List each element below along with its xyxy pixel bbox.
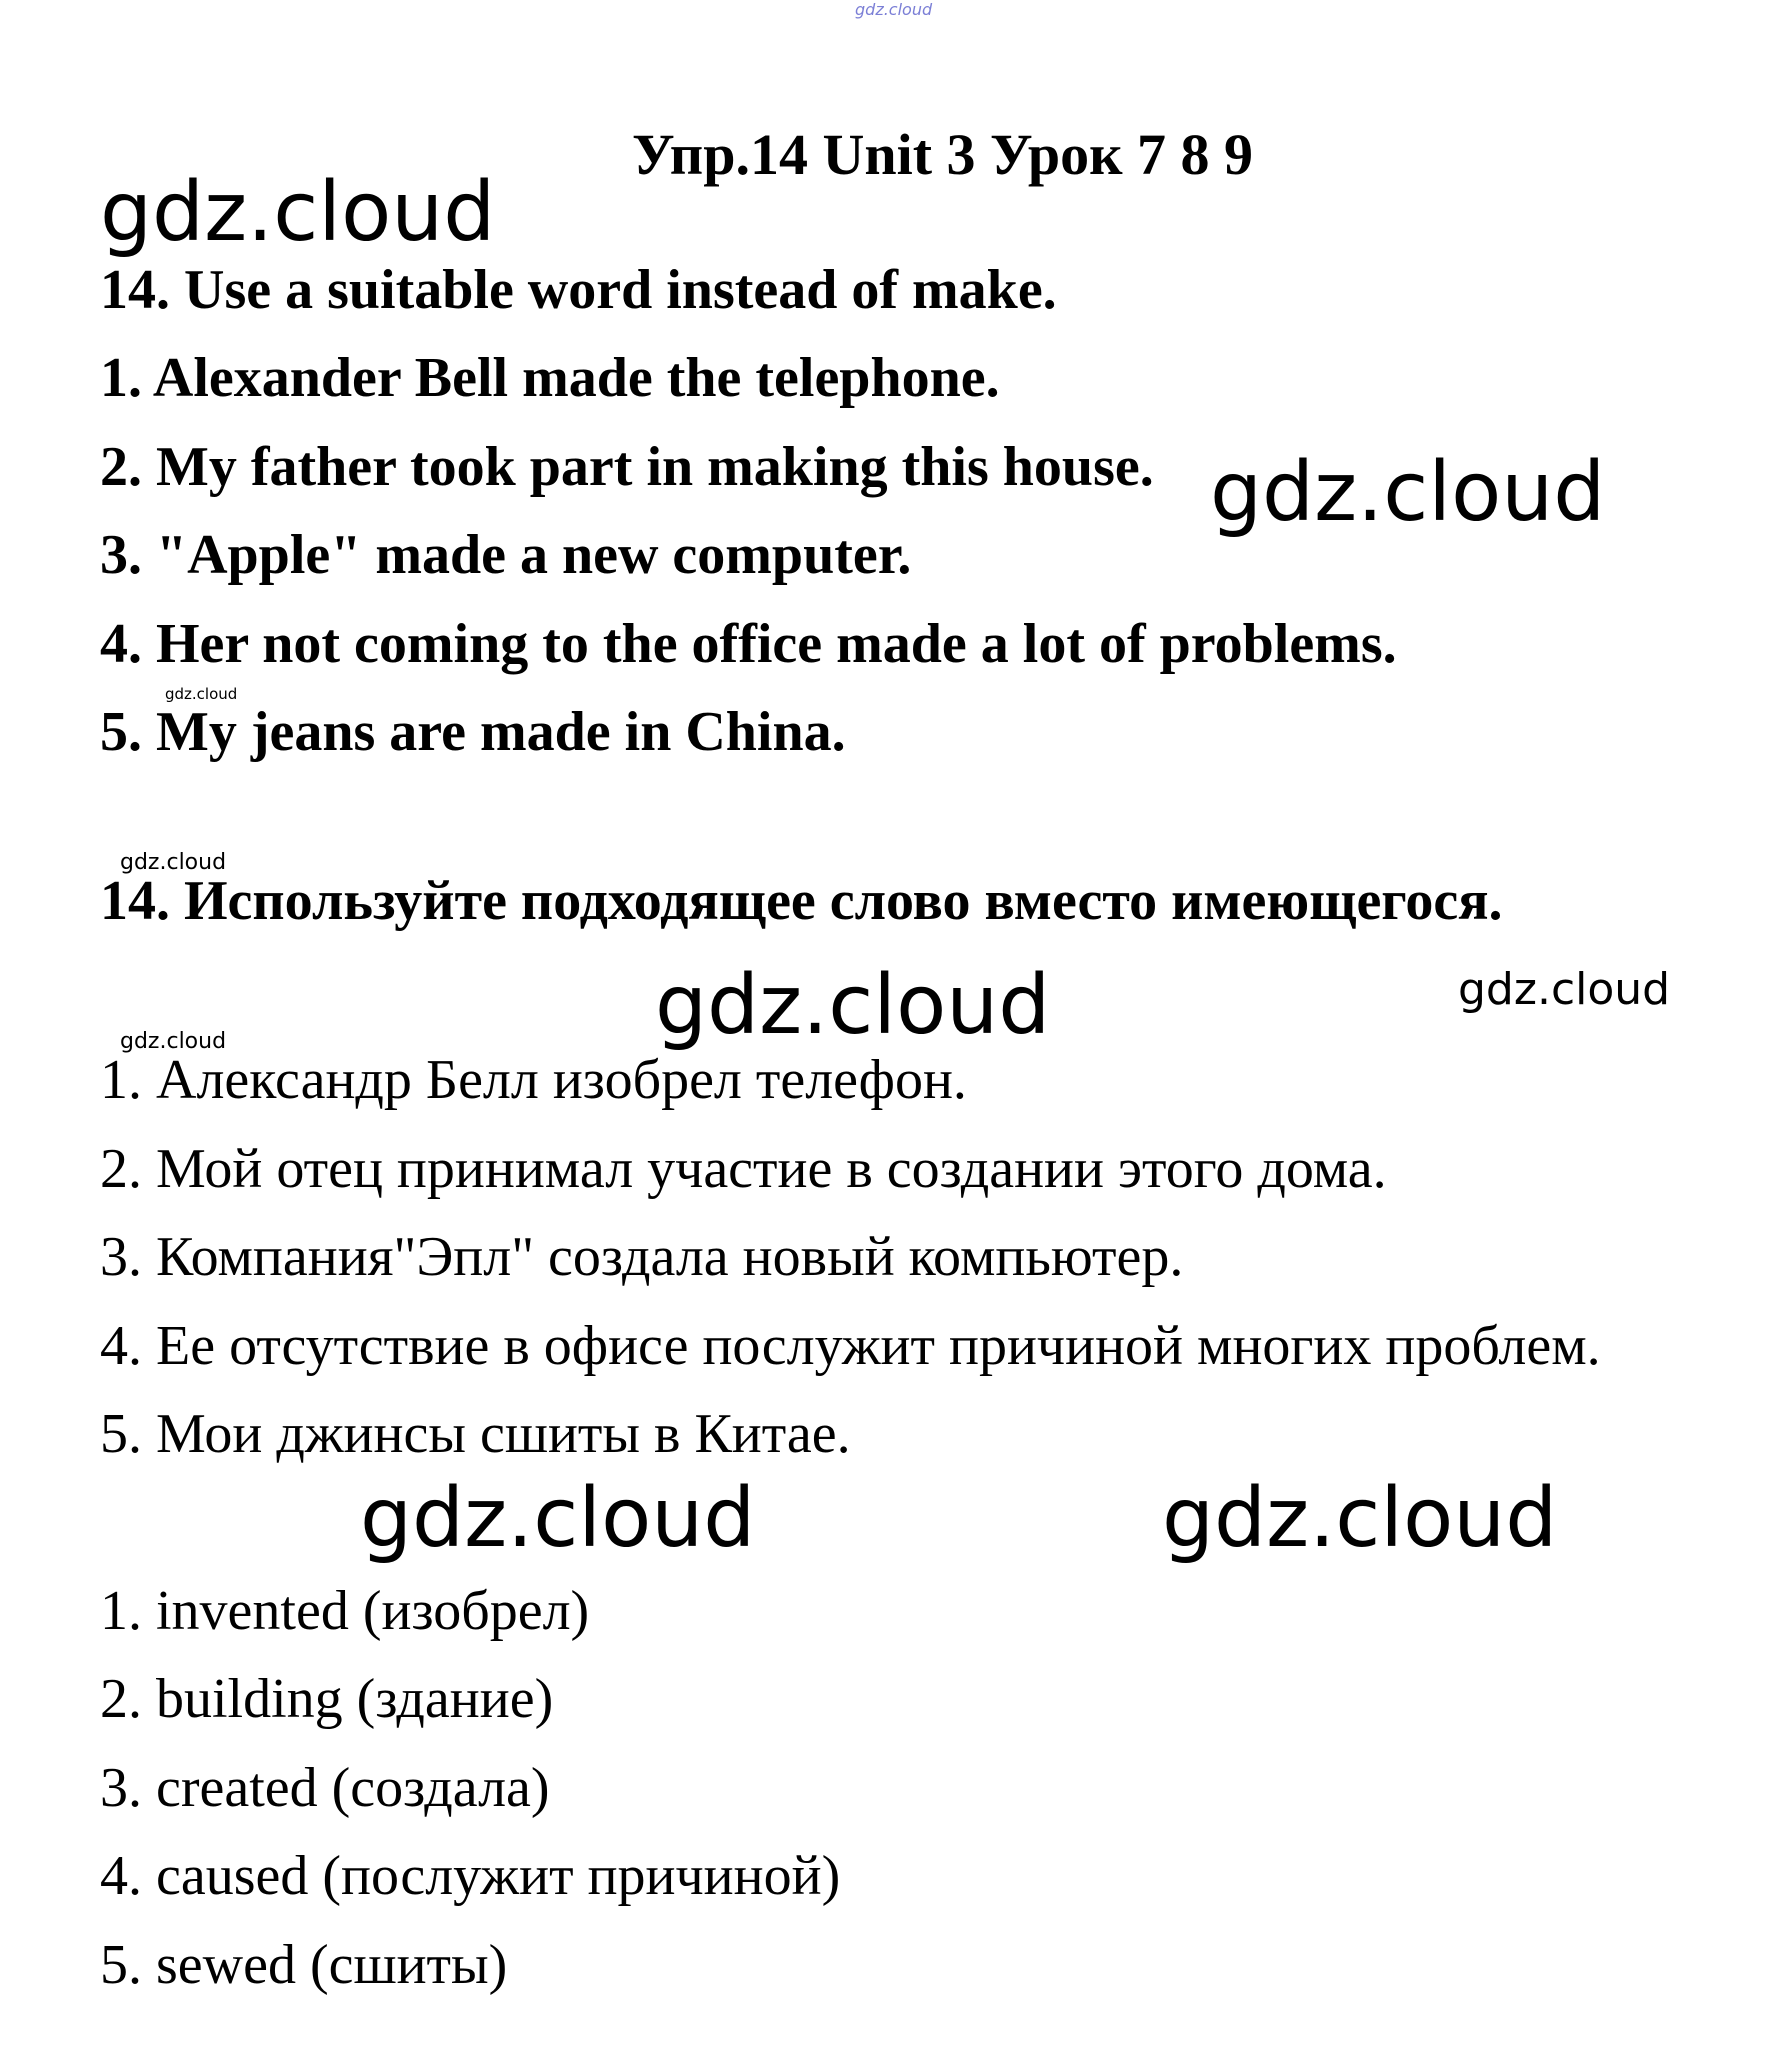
- watermark-large: gdz.cloud: [655, 958, 1051, 1053]
- russian-item: 1. Александр Белл изобрел телефон.: [100, 1049, 967, 1111]
- russian-item: 5. Мои джинсы сшиты в Китае.: [100, 1403, 851, 1465]
- watermark-medium: gdz.cloud: [1458, 964, 1671, 1015]
- russian-item: 4. Ее отсутствие в офисе послужит причиной многих проблем.: [100, 1315, 1601, 1377]
- watermark-large: gdz.cloud: [1210, 445, 1606, 540]
- answer-item: 2. building (здание): [100, 1668, 554, 1730]
- answer-item: 1. invented (изобрел): [100, 1580, 590, 1642]
- russian-item: 2. Мой отец принимал участие в создании этого дома.: [100, 1138, 1387, 1200]
- answer-item: 3. created (создала): [100, 1757, 550, 1819]
- russian-task: 14. Используйте подходящее слово вместо имеющегося.: [100, 870, 1503, 932]
- russian-item: 3. Компания"Эпл" создала новый компьютер.: [100, 1226, 1184, 1288]
- watermark-large: gdz.cloud: [100, 165, 496, 260]
- watermark-large: gdz.cloud: [360, 1471, 756, 1566]
- english-item: 1. Alexander Bell made the telephone.: [100, 347, 1000, 409]
- english-item: 5. My jeans are made in China.: [100, 701, 846, 763]
- watermark-large: gdz.cloud: [1162, 1471, 1558, 1566]
- watermark-tiny: gdz.cloud: [165, 685, 238, 703]
- watermark-small: gdz.cloud: [120, 1029, 227, 1054]
- watermark-top: gdz.cloud: [855, 0, 933, 19]
- english-item: 3. "Apple" made a new computer.: [100, 524, 912, 586]
- english-item: 4. Her not coming to the office made a lot of problems.: [100, 613, 1397, 675]
- page-title: Упр.14 Unit 3 Урок 7 8 9: [632, 122, 1254, 187]
- answer-item: 5. sewed (сшиты): [100, 1934, 508, 1996]
- watermark-small: gdz.cloud: [120, 850, 227, 875]
- answer-item: 4. caused (послужит причиной): [100, 1845, 841, 1907]
- english-item: 2. My father took part in making this house.: [100, 436, 1154, 498]
- english-task: 14. Use a suitable word instead of make.: [100, 259, 1057, 321]
